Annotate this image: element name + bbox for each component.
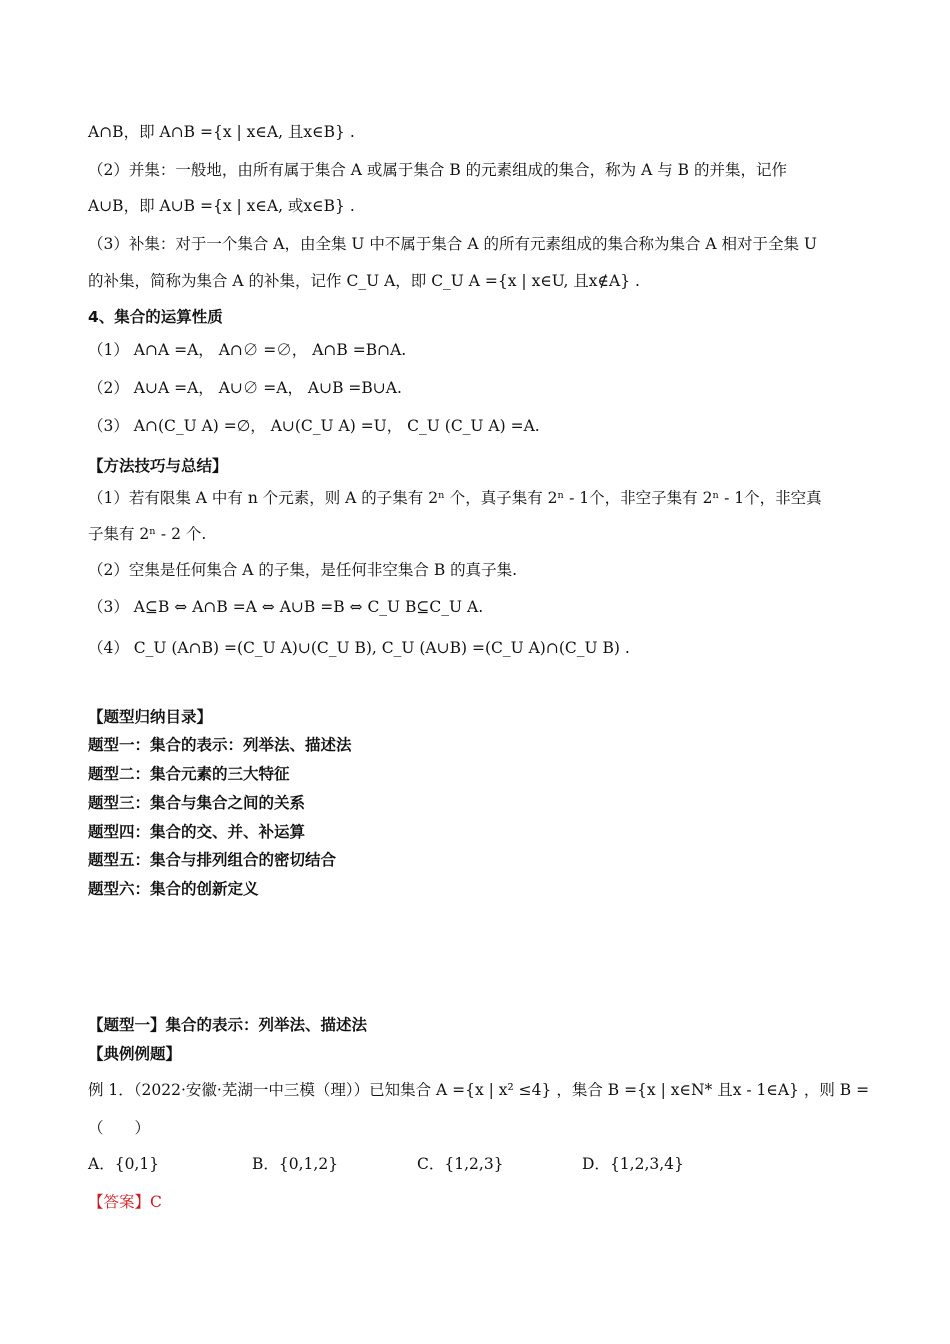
line-method-3: （3） A⊆B ⇔ A∩B =A ⇔ A∪B =B ⇔ C_U B⊆C_U A. <box>88 598 484 616</box>
option-c-label: C． <box>417 1155 445 1173</box>
catalog-item-3: 题型三：集合与集合之间的关系 <box>88 794 306 812</box>
line-union-intro: （2）并集：一般地，由所有属于集合 A 或属于集合 B 的元素组成的集合，称为 A 与 B 的并集，记作 <box>88 161 787 179</box>
line-method-1-cont: 子集有 2ⁿ - 2 个. <box>88 525 207 543</box>
section-heading-properties: 4、集合的运算性质 <box>88 308 223 326</box>
example-question: 例 1．（2022·安徽·芜湖一中三模（理））已知集合 A ={x | x² ≤4} ，集合 B ={x | x∈N* 且x - 1∈A} ，则 B = <box>88 1081 870 1099</box>
catalog-item-5: 题型五：集合与排列组合的密切结合 <box>88 851 337 869</box>
line-complement-intro: （3）补集：对于一个集合 A，由全集 U 中不属于集合 A 的所有元素组成的集合称为集合 A 相对于全集 U <box>88 235 817 253</box>
line-property-2: （2） A∪A =A， A∪∅ =A， A∪B =B∪A. <box>88 379 402 397</box>
section-heading-methods: 【方法技巧与总结】 <box>88 457 228 475</box>
option-d-value: {1,2,3,4} <box>609 1155 684 1173</box>
line-method-4: （4） C_U (A∩B) =(C_U A)∪(C_U B), C_U (A∪B) =(C_U A)∩(C_U B) . <box>88 639 630 657</box>
section-heading-type1: 【题型一】集合的表示：列举法、描述法 <box>88 1016 368 1034</box>
option-b <box>252 1152 338 1174</box>
option-b-label: B． <box>252 1155 279 1173</box>
line-intersection-def: A∩B，即 A∩B ={x | x∈A, 且x∈B} . <box>88 123 355 141</box>
line-property-3: （3） A∩(C_U A) =∅， A∪(C_U A) =U， C_U (C_U A) =A. <box>88 417 540 435</box>
option-a-label: A． <box>88 1155 115 1173</box>
option-d-label: D． <box>582 1155 610 1173</box>
catalog-item-4: 题型四：集合的交、并、补运算 <box>88 823 306 841</box>
catalog-item-1: 题型一：集合的表示：列举法、描述法 <box>88 736 352 754</box>
line-property-1: （1） A∩A =A， A∩∅ =∅， A∩B =B∩A. <box>88 341 407 359</box>
option-c-value: {1,2,3} <box>444 1155 504 1173</box>
option-d <box>582 1152 684 1174</box>
section-heading-example: 【典例例题】 <box>88 1045 182 1063</box>
catalog-item-6: 题型六：集合的创新定义 <box>88 880 259 898</box>
option-a <box>88 1152 159 1174</box>
section-heading-catalog: 【题型归纳目录】 <box>88 708 213 726</box>
catalog-item-2: 题型二：集合元素的三大特征 <box>88 765 290 783</box>
line-union-def: A∪B，即 A∪B ={x | x∈A, 或x∈B} . <box>88 197 355 215</box>
option-a-value: {0,1} <box>114 1155 160 1173</box>
example-blank: （ ） <box>88 1119 151 1137</box>
option-c <box>417 1152 504 1174</box>
line-method-1: （1）若有限集 A 中有 n 个元素，则 A 的子集有 2ⁿ 个，真子集有 2ⁿ - 1个，非空子集有 2ⁿ - 1个，非空真 <box>88 489 822 507</box>
option-b-value: {0,1,2} <box>278 1155 339 1173</box>
line-complement-def: 的补集，简称为集合 A 的补集，记作 C_U A，即 C_U A ={x | x∈U, 且x∉A} . <box>88 272 640 290</box>
answer: 【答案】C <box>88 1193 162 1211</box>
line-method-2: （2）空集是任何集合 A 的子集，是任何非空集合 B 的真子集. <box>88 561 518 579</box>
